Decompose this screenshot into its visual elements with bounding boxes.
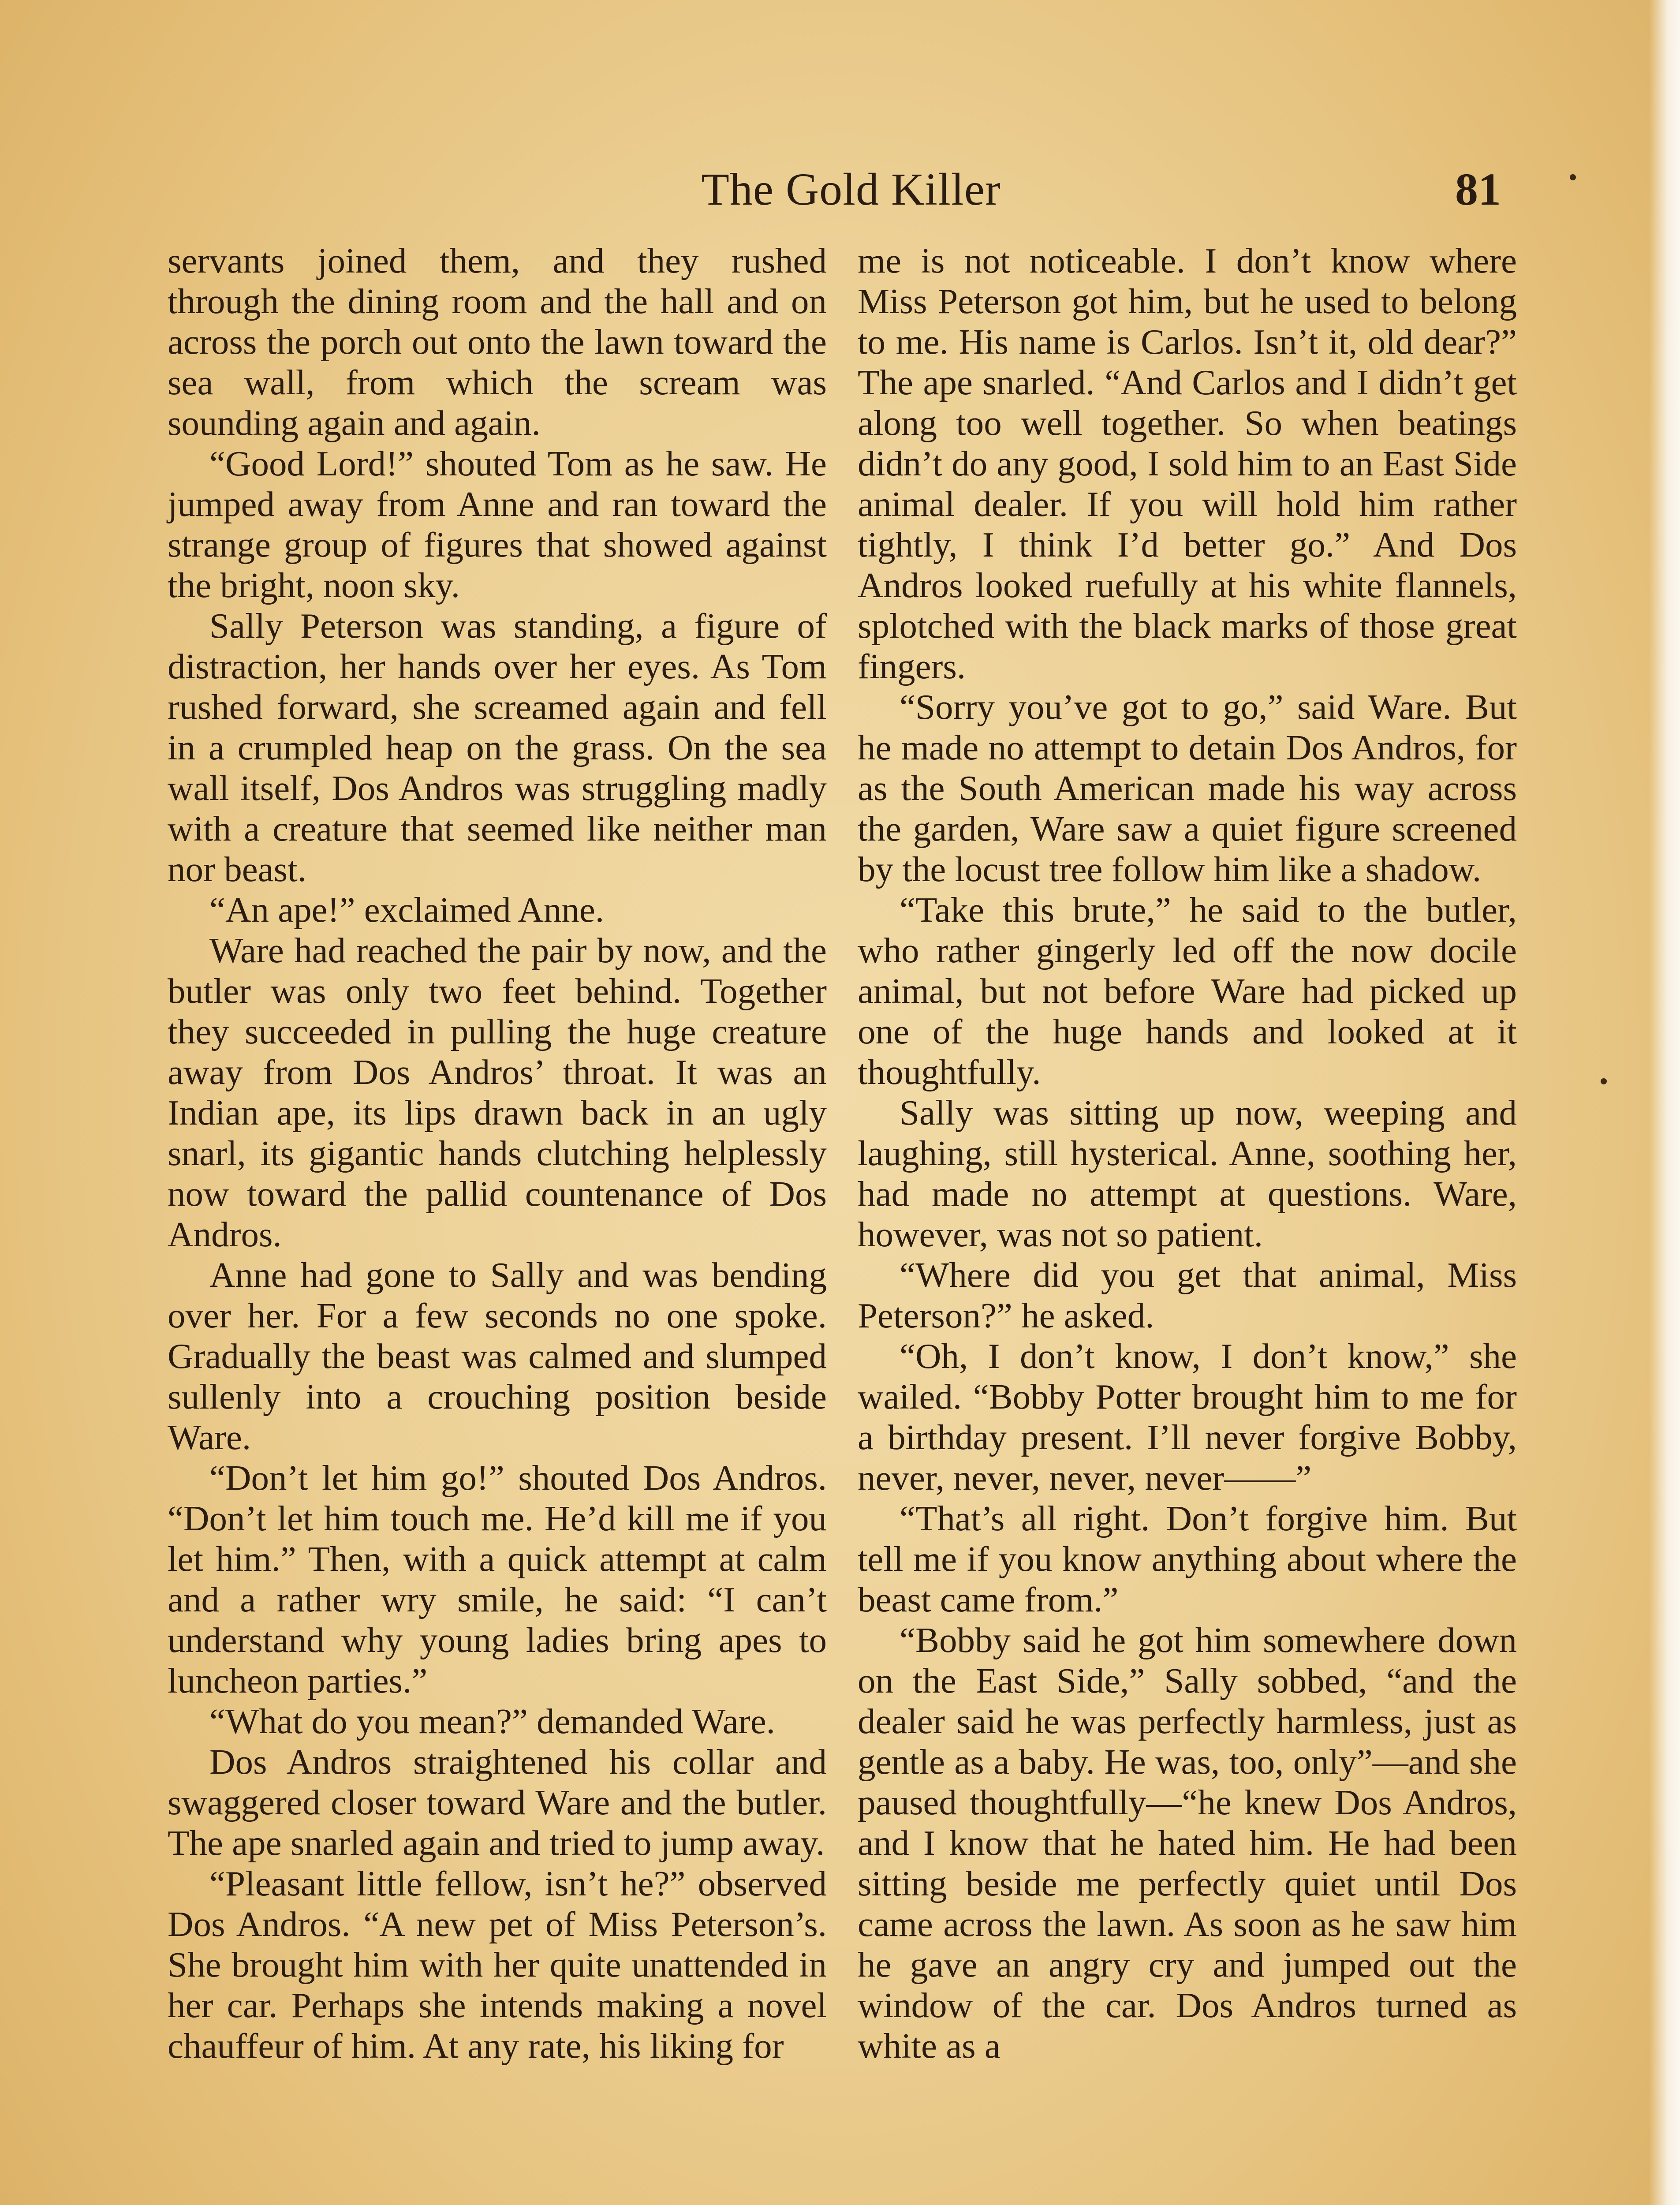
page-edge — [1649, 0, 1680, 2205]
paragraph: “Pleasant little fellow, isn’t he?” observed Dos Andros. “A new pet of Miss Peterson’s. She brought him with her quite unattended in her car. Perhaps she intends making a novel chauffeur of him. At any rate, his liking for — [168, 1864, 827, 2066]
right-column — [858, 240, 1517, 2066]
paragraph: “Oh, I don’t know, I don’t know,” she wailed. “Bobby Potter brought him to me for a birthday present. I’ll never forgive Bobby, never, never, never, never——” — [858, 1336, 1517, 1498]
paragraph: Sally was sitting up now, weeping and laughing, still hysterical. Anne, soothing her, had made no attempt at questions. Ware, however, was not so patient. — [858, 1093, 1517, 1254]
paper-speck — [1570, 174, 1576, 180]
paragraph: Sally Peterson was standing, a figure of distraction, her hands over her eyes. As Tom rushed forward, she screamed again and fell in a crumpled heap on the grass. On the sea wall itself, Dos Andros was struggling madly with a creature that seemed like neither man nor beast. — [168, 606, 827, 889]
paragraph: servants joined them, and they rushed through the dining room and the hall and on across the porch out onto the lawn toward the sea wall, from which the scream was sounding again and again. — [168, 241, 827, 443]
paragraph: “Good Lord!” shouted Tom as he saw. He jumped away from Anne and ran toward the strange group of figures that showed against the bright, noon sky. — [168, 444, 827, 605]
paragraph: Anne had gone to Sally and was bending over her. For a few seconds no one spoke. Gradually the beast was calmed and slumped sullenly into a crouching position beside Ware. — [168, 1255, 827, 1457]
running-title: The Gold Killer — [701, 164, 1001, 215]
paragraph: “An ape!” exclaimed Anne. — [209, 890, 605, 930]
page-number: 81 — [1455, 164, 1501, 215]
paper-speck — [1601, 1078, 1607, 1084]
paragraph: me is not noticeable. I don’t know where Miss Peterson got him, but he used to belong to me. His name is Carlos. Isn’t it, old dear?” The ape snarled. “And Carlos and I didn’t get along too well together. So when beatings didn’t do any good, I sold him to an East Side animal dealer. If you will hold him rather tightly, I think I’d better go.” And Dos Andros looked ruefully at his white flannels, splotched with the black marks of those great fingers. — [858, 241, 1517, 686]
paragraph: “Sorry you’ve got to go,” said Ware. But he made no attempt to detain Dos Andros, for as the South American made his way across the garden, Ware saw a quiet figure screened by the locust tree follow him like a shadow. — [858, 687, 1517, 889]
paragraph: “That’s all right. Don’t forgive him. But tell me if you know anything about where the beast came from.” — [858, 1499, 1517, 1619]
paragraph: “Where did you get that animal, Miss Peterson?” he asked. — [858, 1255, 1517, 1335]
paragraph: “Don’t let him go!” shouted Dos Andros. “Don’t let him touch me. He’d kill me if you let him.” Then, with a quick attempt at calm and a rather wry smile, he said: “I can’t understand why young ladies bring apes to luncheon parties.” — [168, 1458, 827, 1700]
paragraph: “Bobby said he got him somewhere down on the East Side,” Sally sobbed, “and the dealer said he was perfectly harmless, just as gentle as a baby. He was, too, only”—and she paused thoughtfully—“he knew Dos Andros, and I know that he hated him. He had been sitting beside me perfectly quiet until Dos came across the lawn. As soon as he saw him he gave an angry cry and jumped out the window of the car. Dos Andros turned as white as a — [858, 1620, 1517, 2066]
paragraph: “Take this brute,” he said to the butler, who rather gingerly led off the now docile animal, but not before Ware had picked up one of the huge hands and looked at it thoughtfully. — [858, 890, 1517, 1092]
paragraph: Dos Andros straightened his collar and swaggered closer toward Ware and the butler. The ape snarled again and tried to jump away. — [168, 1742, 827, 1863]
paragraph: “What do you mean?” demanded Ware. — [209, 1701, 775, 1741]
paragraph: Ware had reached the pair by now, and the butler was only two feet behind. Together they succeeded in pulling the huge creature away from Dos Andros’ throat. It was an Indian ape, its lips drawn back in an ugly snarl, its gigantic hands clutching helplessly now toward the pallid countenance of Dos Andros. — [168, 931, 827, 1254]
left-column — [168, 240, 827, 2066]
running-header — [0, 163, 1680, 220]
